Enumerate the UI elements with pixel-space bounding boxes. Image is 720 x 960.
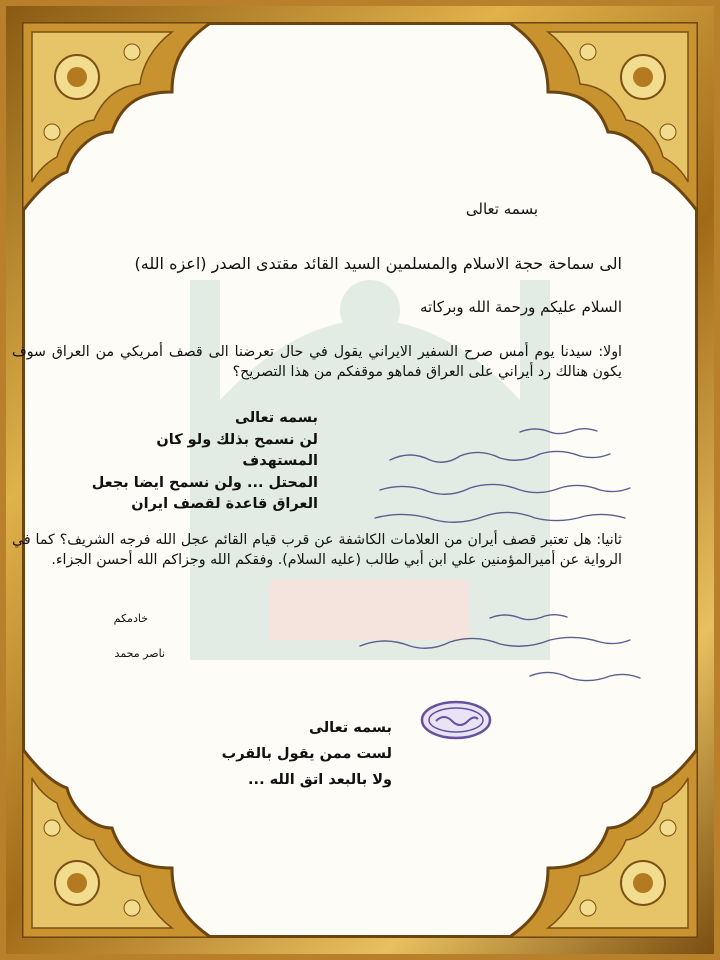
addressee-line: الى سماحة حجة الاسلام والمسلمين السيد القائد مقتدى الصدر (اعزه الله)	[134, 254, 622, 273]
question-two: ثانيا: هل تعتبر قصف أيران من العلامات الكاشفة عن قرب قيام القائم عجل الله فرجه الشريف؟ كما في الرواية عن أميرالمؤمنين علي ابن أبي طالب (عليه السلام). وفقكم الله وجزاكم الله أحسن الجزاء.	[12, 532, 622, 568]
closing-name: ناصر محمد	[114, 647, 165, 660]
handwritten-reply-one	[370, 420, 660, 530]
reply-one-line: المحتل ... ولن نسمح ايضا بجعل	[91, 474, 318, 491]
reply-two-line: لست ممن يقول بالقرب	[221, 746, 392, 762]
ornament-corner-icon	[508, 748, 698, 938]
closing-servant: خادمكم	[113, 612, 148, 625]
ornament-corner-icon	[22, 22, 212, 212]
greeting-line: السلام عليكم ورحمة الله وبركاته	[420, 298, 622, 316]
official-seal-icon	[420, 700, 492, 740]
ornament-corner-icon	[508, 22, 698, 212]
reply-one-block	[78, 408, 318, 516]
reply-one-line: بسمه تعالى	[235, 410, 318, 426]
handwritten-reply-two	[350, 608, 650, 688]
reply-one-line: العراق قاعدة لقصف ايران	[131, 496, 318, 512]
reply-two-line: ولا بالبعد اتق الله ...	[248, 772, 392, 788]
reply-two-line: بسمه تعالى	[309, 720, 392, 736]
question-one: اولا: سيدنا يوم أمس صرح السفير الايراني يقول في حال تعرضنا الى قصف أمريكي من العراق سوف يكون هنالك رد أيراني على العراق فماهو موقفكم من هذا التصريح؟	[12, 344, 622, 380]
reply-one-line: لن نسمح بذلك ولو كان المستهدف	[156, 431, 318, 469]
reply-two-block	[172, 715, 392, 793]
basmala-heading: بسمه تعالى	[465, 200, 538, 218]
